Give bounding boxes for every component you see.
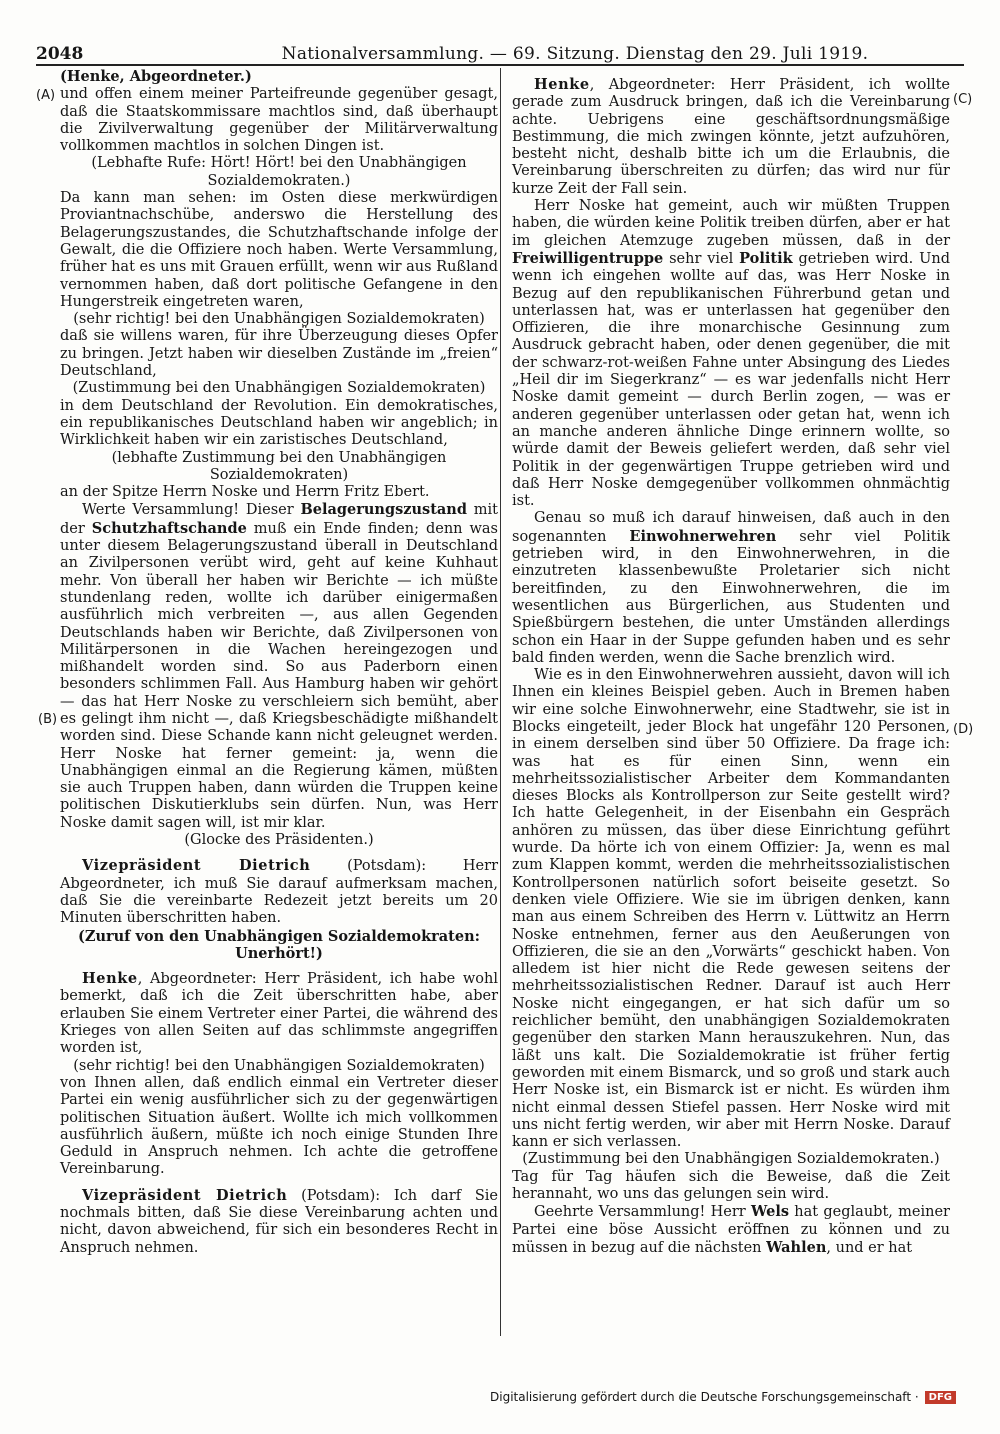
credit-text: Digitalisierung gefördert durch die Deutsche Forschungsgemeinschaft · bbox=[490, 1390, 919, 1404]
interjection: (Zustimmung bei den Unabhängigen Sozialdemokraten) bbox=[72, 380, 486, 397]
speaker-name: Vizepräsident Dietrich bbox=[82, 1186, 288, 1204]
paragraph: an der Spitze Herrn Noske und Herrn Fritz Ebert. bbox=[60, 484, 430, 501]
margin-marker-c: (C) bbox=[953, 92, 973, 107]
dfg-logo: DFG bbox=[925, 1391, 956, 1404]
speaker-name: Vizepräsident Dietrich bbox=[82, 857, 311, 875]
margin-marker-d: (D) bbox=[953, 722, 974, 737]
paragraph: Genau so muß ich darauf hinweisen, daß auch in den sogenannten Einwohnerwehren sehr viel Politik getrieben wird, in den Einwohnerwehren, in die einzutreten klassenbewußte Proletarier sich nicht bereitfinden, zu den Einwohnerwehren, die im wesentlichen aus Bürgerlichen, aus Studenten und Spießbürgern bestehen, die unter Umständen allerdings schon ein Haar in der Suppe gefunden haben und es sehr bald finden werden, wenn die Sache brenzlich wird. bbox=[512, 510, 950, 666]
paragraph: Geehrte Versammlung! Herr Wels hat geglaubt, meiner Partei eine böse Aussicht eröffnen zu können und zu müssen in bezug auf die nächsten Wahlen, und er hat bbox=[512, 1203, 950, 1256]
interjection: (sehr richtig! bei den Unabhängigen Sozialdemokraten) bbox=[73, 1057, 485, 1074]
column-divider bbox=[500, 68, 501, 1336]
right-column bbox=[512, 68, 950, 1257]
running-title: Nationalversammlung. — 69. Sitzung. Dienstag den 29. Juli 1919. bbox=[281, 44, 869, 64]
speaker-name: Henke bbox=[82, 970, 138, 988]
interjection: (sehr richtig! bei den Unabhängigen Sozialdemokraten) bbox=[73, 311, 485, 328]
interjection: (Glocke des Präsidenten.) bbox=[184, 832, 374, 849]
paragraph: Herr Noske hat gemeint, auch wir müßten Truppen haben, die würden keine Politik treiben dürfen, aber er hat im gleichen Atemzuge zugeben müssen, daß in der Freiwilligentruppe sehr viel Politik getrieben wird. Und wenn ich eingehen wollte auf das, was Herr Noske in Bezug auf den republikanischen Führerbund getan und unterlassen hat, was er unterlassen hat gegenüber den Offizieren, die ihre monarchische Gesinnung zum Ausdruck gebracht haben, oder denen gegenüber, die mit der schwarz-rot-weißen Fahne unter Absingung des Liedes „Heil dir im Siegerkranz“ — es war jedenfalls nicht Herr Noske damit gemeint — durch Berlin zogen, — was er anderen gegenüber unterlassen oder getan hat, wenn ich an manche anderen ähnliche Dinge erinnern wollte, so würde damit der Beweis geliefert werden, daß sehr viel Politik in der gegenwärtigen Truppe getrieben wird und daß Herr Noske demgegenüber vollkommen ohnmächtig ist. bbox=[512, 198, 950, 510]
digitization-credit bbox=[490, 1390, 956, 1404]
paragraph: von Ihnen allen, daß endlich einmal ein Vertreter dieser Partei ein wenig ausführlicher sich zu der gegenwärtigen politischen Situation äußert. Wollte ich mich vollkommen ausführlich äußern, müßte ich noch einige Stunden Ihre Geduld in Anspruch nehmen. Ich achte die getroffene Vereinbarung. bbox=[60, 1074, 498, 1178]
page-number: 2048 bbox=[36, 44, 84, 64]
page-header bbox=[36, 34, 964, 64]
paragraph: Tag für Tag häufen sich die Beweise, daß die Zeit herannaht, wo uns das gelungen sein wird. bbox=[512, 1168, 950, 1202]
paragraph: Werte Versammlung! Dieser Belagerungszustand mit der Schutzhaftschande muß ein Ende finden; denn was unter diesem Belagerungszustand überall in Deutschland an Zivilpersonen verübt wird, geht auf keine Kuhhaut mehr. Von überall her haben wir Berichte — ich müßte stundenlang reden, wollte ich darüber einigermaßen ausführlich mich verbreiten —, aus allen Gegenden Deutschlands haben wir Berichte, daß Zivilpersonen von Militärpersonen in die Wachen hereingezogen und mißhandelt worden sind. So aus Paderborn einen besonders schlimmen Fall. Aus Hamburg haben wir gehört — das hat Herr Noske zu verschleiern sich bemüht, aber es gelingt ihm nicht —, daß Kriegsbeschädigte mißhandelt worden sind. Diese Schande kann nicht geleugnet werden. Herr Noske hat ferner gemeint: ja, wenn die Unabhängigen einmal an die Regierung kämen, müßten sie auch Truppen haben, dann würden die Truppen keine politischen Diskutierklubs sein dürfen. Nun, was Herr Noske damit sagen will, ist mir klar. bbox=[60, 501, 498, 831]
interjection: (Lebhafte Rufe: Hört! Hört! bei den Unabhängigen Sozialdemokraten.) bbox=[91, 155, 467, 189]
speaker-tag: (Henke, Abgeordneter.) bbox=[60, 68, 252, 85]
margin-marker-b: (B) bbox=[38, 712, 58, 727]
header-rule bbox=[36, 64, 964, 66]
paragraph: daß sie willens waren, für ihre Überzeugung dieses Opfer zu bringen. Jetzt haben wir dieselben Zustände im „freien“ Deutschland, bbox=[60, 328, 498, 380]
paragraph: in dem Deutschland der Revolution. Ein demokratisches, ein republikanisches Deutschland haben wir angeblich; in Wirklichkeit haben wir ein zaristisches Deutschland, bbox=[60, 397, 498, 449]
paragraph: Henke, Abgeordneter: Herr Präsident, ich habe wohl bemerkt, daß ich die Zeit überschritten habe, aber erlauben Sie einem Vertreter einer Partei, die während des Krieges von allen Seiten auf das schlimmste angegriffen worden ist, bbox=[60, 970, 498, 1057]
interjection: (Zuruf von den Unabhängigen Sozialdemokraten: Unerhört!) bbox=[78, 927, 480, 962]
paragraph: Vizepräsident Dietrich (Potsdam): Herr Abgeordneter, ich muß Sie darauf aufmerksam machen, daß Sie die vereinbarte Redezeit jetzt bereits um 20 Minuten überschritten haben. bbox=[60, 857, 498, 927]
interjection: (lebhafte Zustimmung bei den Unabhängigen Sozialdemokraten) bbox=[111, 449, 447, 483]
left-column bbox=[60, 68, 498, 1257]
interjection: (Zustimmung bei den Unabhängigen Sozialdemokraten.) bbox=[522, 1151, 940, 1168]
paragraph: Vizepräsident Dietrich (Potsdam): Ich darf Sie nochmals bitten, daß Sie diese Vereinbarung achten und nicht, davon abweichend, für sich ein besonderes Recht in Anspruch nehmen. bbox=[60, 1186, 498, 1256]
paragraph: Da kann man sehen: im Osten diese merkwürdigen Proviantnachschübe, anderswo die Herstellung des Belagerungszustandes, die Schutzhaftschande infolge der Gewalt, die die Offiziere noch haben. Werte Versammlung, früher hat es uns mit Grauen erfüllt, wenn wir aus Rußland vernommen haben, daß dort politische Gefangene in den Hungerstreik eingetreten waren, bbox=[60, 190, 499, 310]
paragraph: Wie es in den Einwohnerwehren aussieht, davon will ich Ihnen ein kleines Beispiel geben. Auch in Bremen haben wir eine solche Einwohnerwehr, eine Stadtwehr, sie ist in Blocks eingeteilt, jeder Block hat ungefähr 120 Personen, in einem derselben sind über 50 Offiziere. Da frage ich: was hat es für einen Sinn, wenn ein mehrheitssozialistischer Arbeiter dem Kommandanten dieses Blocks als Kontrollperson zur Seite gestellt wird? Ich hatte Gelegenheit, in der Eisenbahn ein Gespräch anhören zu müssen, das über diese Einrichtung geführt wurde. Da hörte ich von einem Offizier: Ja, wenn es mal zum Klappen kommt, werden die mehrheitssozialistischen Kontrollpersonen natürlich sofort beiseite gesetzt. So denken viele Offiziere. Wie sie im übrigen denken, kann man aus einem Schreiben des Herrn v. Lüttwitz an Herrn Noske entnehmen, ferner aus den Aeußerungen von Offizieren, die sie an den „Vorwärts“ geschickt haben. Von alledem ist hier nicht die Rede gewesen seitens der mehrheitssozialistischen Redner. Darauf ist auch Herr Noske nicht eingegangen, er hat sich dafür um so reichlicher bemüht, den unabhängigen Sozialdemokraten gegenüber den starken Mann herauszukehren. Nun, das läßt uns kalt. Die Sozialdemokratie ist früher fertig geworden mit einem Bismarck, und so groß und stark auch Herr Noske ist, ein Bismarck ist er nicht. Es würden ihm nicht einmal dessen Stiefel passen. Herr Noske wird mit uns nicht fertig werden, wir aber mit Herrn Noske. Darauf kann er sich verlassen. bbox=[512, 667, 950, 1151]
speaker-name: Henke bbox=[534, 76, 590, 93]
paragraph: und offen einem meiner Parteifreunde gegenüber gesagt, daß die Staatskommissare machtlos sind, daß überhaupt die Zivilverwaltung gegenüber der Militärverwaltung vollkommen machtlos in solchen Dingen ist. bbox=[60, 86, 498, 155]
margin-marker-a: (A) bbox=[36, 88, 56, 103]
paragraph: Henke, Abgeordneter: Herr Präsident, ich wollte gerade zum Ausdruck bringen, daß ich die Vereinbarung achte. Uebrigens eine geschäftsordnungsmäßige Bestimmung, die mich zwingen könnte, jetzt aufzuhören, besteht nicht, deshalb bitte ich um die Erlaubnis, die Vereinbarung überschreiten zu dürfen; das wird nur für kurze Zeit der Fall sein. bbox=[512, 76, 950, 197]
